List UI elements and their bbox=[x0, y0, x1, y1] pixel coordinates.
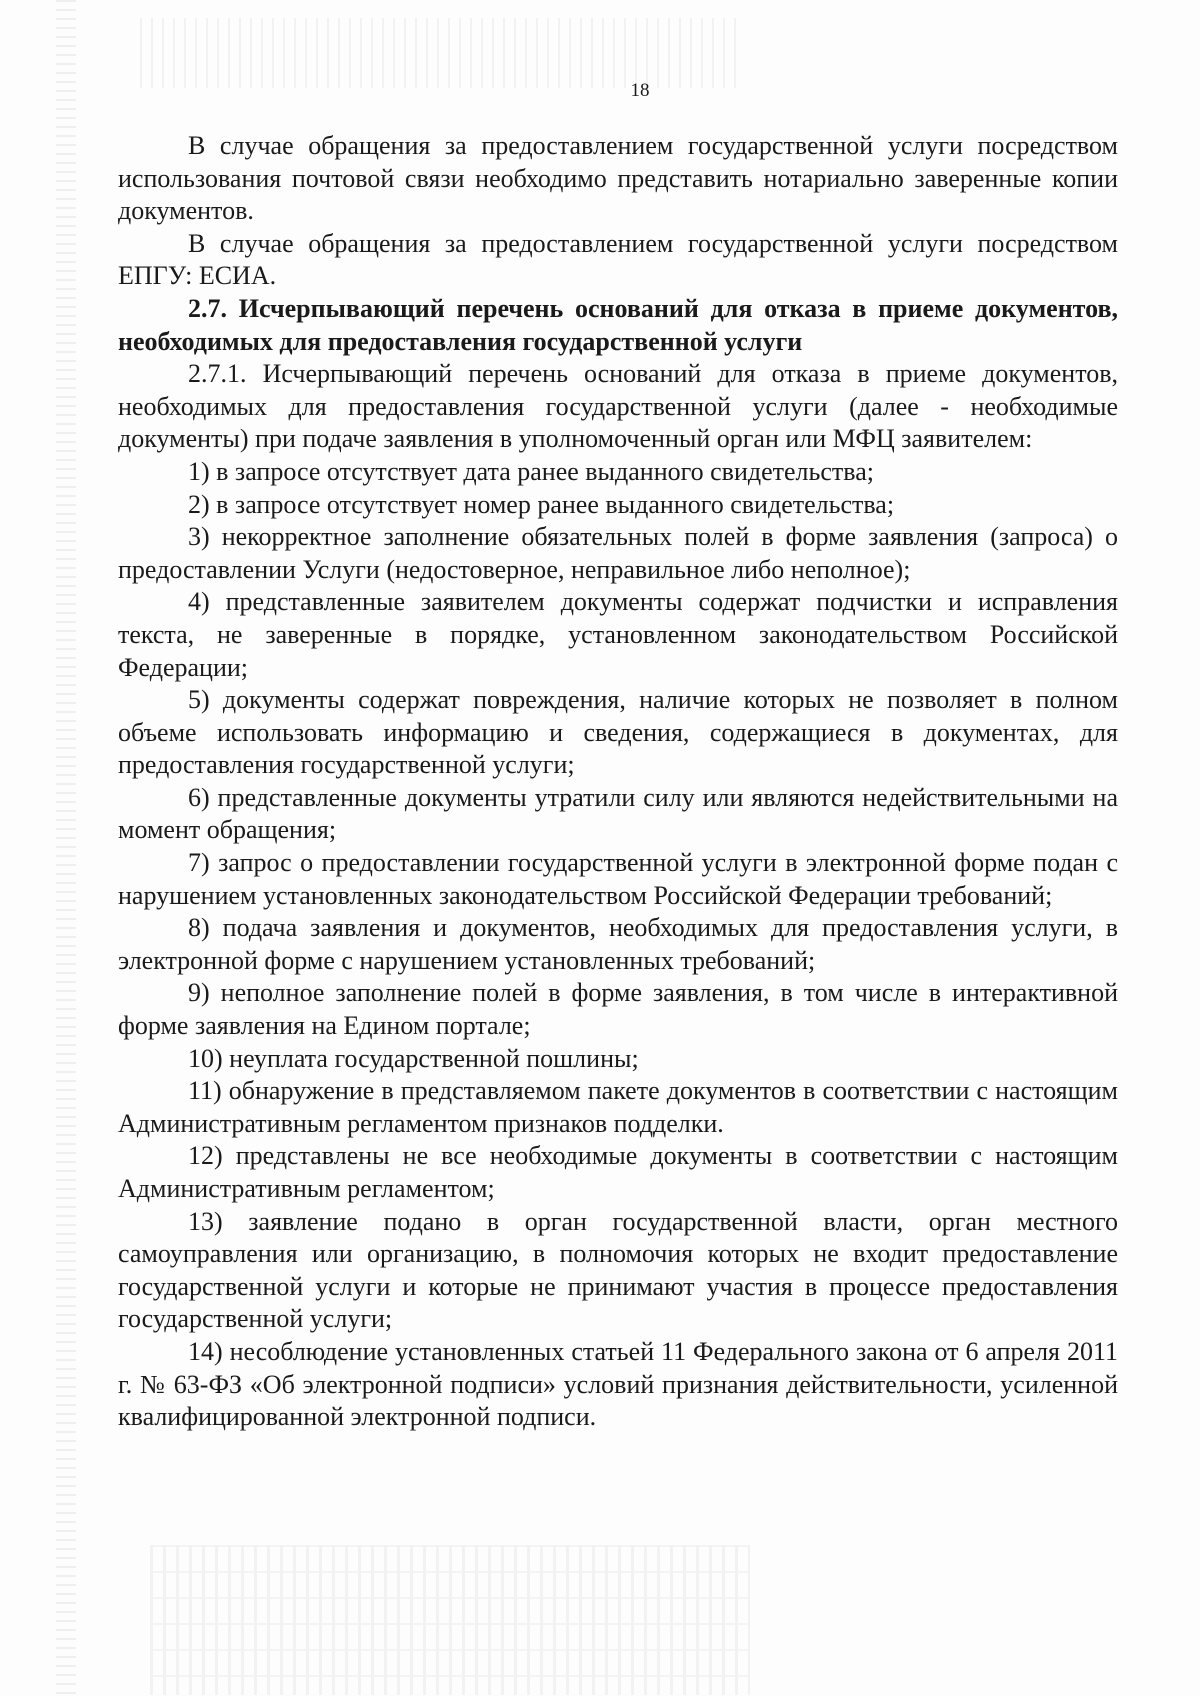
list-item: 9) неполное заполнение полей в форме заявления, в том числе в интерактивной форме заявления на Едином портале; bbox=[118, 978, 1118, 1041]
list-item: 3) некорректное заполнение обязательных полей в форме заявления (запроса) о предоставлении Услуги (недостоверное, неправильное либо неполное); bbox=[118, 522, 1118, 584]
paragraph: В случае обращения за предоставлением государственной услуги посредством ЕПГУ: ЕСИА. bbox=[118, 228, 1118, 291]
scan-noise-bottom bbox=[150, 1545, 750, 1695]
scan-noise-left bbox=[56, 0, 76, 1696]
list-item: 2) в запросе отсутствует номер ранее выданного свидетельства; bbox=[188, 489, 895, 519]
list-item: 7) запрос о предоставлении государственной услуги в электронной форме подан с нарушением установленных законодательством Российской Федерации требований; bbox=[118, 848, 1118, 910]
list-item: 5) документы содержат повреждения, наличие которых не позволяет в полном объеме использовать информацию и сведения, содержащиеся в документах, для предоставления государственной услуги; bbox=[118, 685, 1118, 780]
list-item: 8) подача заявления и документов, необходимых для предоставления услуги, в электронной форме с нарушением установленных требований; bbox=[118, 913, 1118, 975]
list-item: 6) представленные документы утратили силу или являются недействительными на момент обращения; bbox=[118, 782, 1118, 845]
list-item: 4) представленные заявителем документы содержат подчистки и исправления текста, не заверенные в порядке, установленном законодательством Российской Федерации; bbox=[118, 587, 1118, 682]
scan-noise-top bbox=[140, 18, 740, 88]
list-item: 13) заявление подано в орган государственной власти, орган местного самоуправления или организацию, в полномочия которых не входит предоставление государственной услуги и которые не принимают участия в процессе предоставления государственной услуги; bbox=[118, 1206, 1118, 1334]
paragraph: 2.7.1. Исчерпывающий перечень оснований для отказа в приеме документов, необходимых для предоставления государственной услуги (далее - необходимые документы) при подаче заявления в уполномоченный орган или МФЦ заявителем: bbox=[118, 359, 1118, 454]
list-item: 10) неуплата государственной пошлины; bbox=[188, 1043, 639, 1073]
page-number: 18 bbox=[630, 80, 650, 101]
list-item: 12) представлены не все необходимые документы в соответствии с настоящим Административным регламентом; bbox=[118, 1141, 1118, 1203]
list-item: 1) в запросе отсутствует дата ранее выданного свидетельства; bbox=[188, 456, 874, 486]
section-heading: 2.7. Исчерпывающий перечень оснований для отказа в приеме документов, необходимых для предоставления государственной услуги bbox=[118, 293, 1118, 356]
paragraph: В случае обращения за предоставлением государственной услуги посредством использования почтовой связи необходимо представить нотариально заверенные копии документов. bbox=[118, 131, 1118, 226]
document-body bbox=[118, 130, 1118, 1434]
list-item: 14) несоблюдение установленных статьей 11 Федерального закона от 6 апреля 2011 г. № 63-ФЗ «Об электронной подписи» условий признания действительности, усиленной квалифицированной электронной подписи. bbox=[118, 1336, 1118, 1432]
list-item: 11) обнаружение в представляемом пакете документов в соответствии с настоящим Административным регламентом признаков подделки. bbox=[118, 1076, 1118, 1138]
